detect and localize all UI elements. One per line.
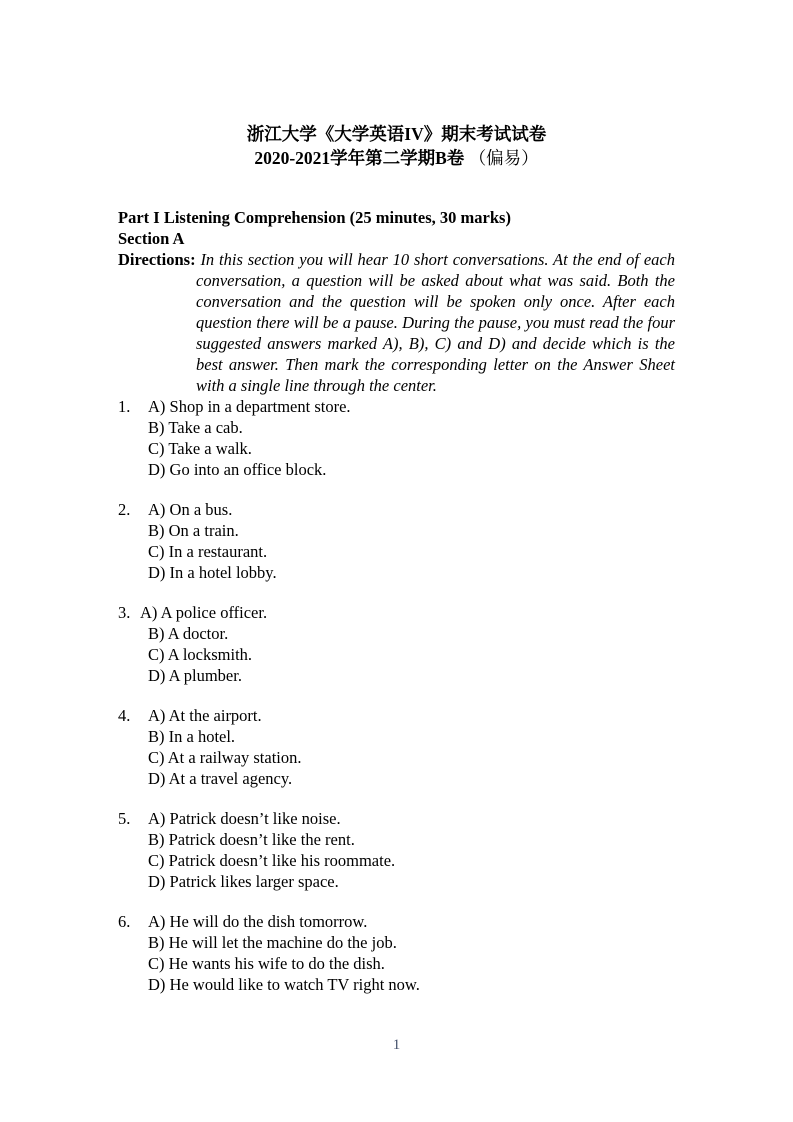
question-option: A) He will do the dish tomorrow. [148,912,368,931]
question-option: A) On a bus. [148,500,233,519]
question-option: C) In a restaurant. [148,542,268,561]
question-option: C) At a railway station. [148,748,302,767]
question-option: B) On a train. [148,521,239,540]
question-number: 6. [118,912,131,931]
question-option: A) Patrick doesn’t like noise. [148,809,341,828]
question-option: D) Patrick likes larger space. [148,872,339,891]
exam-title-line2 [0,146,793,170]
question-options [148,705,675,789]
directions-paragraph [118,249,675,396]
question-option: B) In a hotel. [148,727,236,746]
question-item [118,602,675,686]
question-options [148,808,675,892]
question-options [140,602,675,686]
question-options [148,499,675,583]
exam-title-line2-main: 2020-2021学年第二学期B卷 [254,148,465,168]
question-option: B) A doctor. [148,624,229,643]
question-option: A) A police officer. [140,603,268,622]
question-option: B) Take a cab. [148,418,243,437]
question-option: D) In a hotel lobby. [148,563,277,582]
page-number: 1 [392,1037,401,1053]
question-number: 3. [118,603,131,622]
question-option: C) Take a walk. [148,439,252,458]
question-options [148,396,675,480]
exam-title-block [0,0,793,170]
question-number: 5. [118,809,131,828]
question-number: 1. [118,397,131,416]
part1-heading: Part I Listening Comprehension (25 minutes, 30 marks) [118,208,511,227]
question-number: 4. [118,706,131,725]
exam-body [118,207,675,995]
question-item [118,911,675,995]
question-item [118,396,675,480]
question-list [118,396,675,995]
question-item [118,808,675,892]
question-option: C) Patrick doesn’t like his roommate. [148,851,396,870]
question-option: D) At a travel agency. [148,769,293,788]
question-options [148,911,675,995]
question-option: D) He would like to watch TV right now. [148,975,420,994]
question-item [118,499,675,583]
question-option: A) Shop in a department store. [148,397,351,416]
question-option: A) At the airport. [148,706,262,725]
section-a-heading: Section A [118,229,185,248]
question-option: B) Patrick doesn’t like the rent. [148,830,355,849]
directions-text: In this section you will hear 10 short conversations. At the end of each conversation, a question will be asked about what was said. Both the conversation and the question will be spoken only once. After each question there will be a pause. During the pause, you must read the four suggested answers marked A), B), C) and D) and decide which is the best answer. Then mark the corresponding letter on the Answer Sheet with a single line through the center. [196,250,675,395]
exam-title-difficulty-note: （偏易） [468,148,539,168]
question-option: B) He will let the machine do the job. [148,933,397,952]
question-option: D) Go into an office block. [148,460,327,479]
exam-title-line1: 浙江大学《大学英语IV》期末考试试卷 [246,124,547,144]
question-option: C) A locksmith. [148,645,253,664]
question-number: 2. [118,500,131,519]
question-item [118,705,675,789]
directions-label: Directions: [118,250,196,269]
question-option: C) He wants his wife to do the dish. [148,954,385,973]
question-option: D) A plumber. [148,666,242,685]
